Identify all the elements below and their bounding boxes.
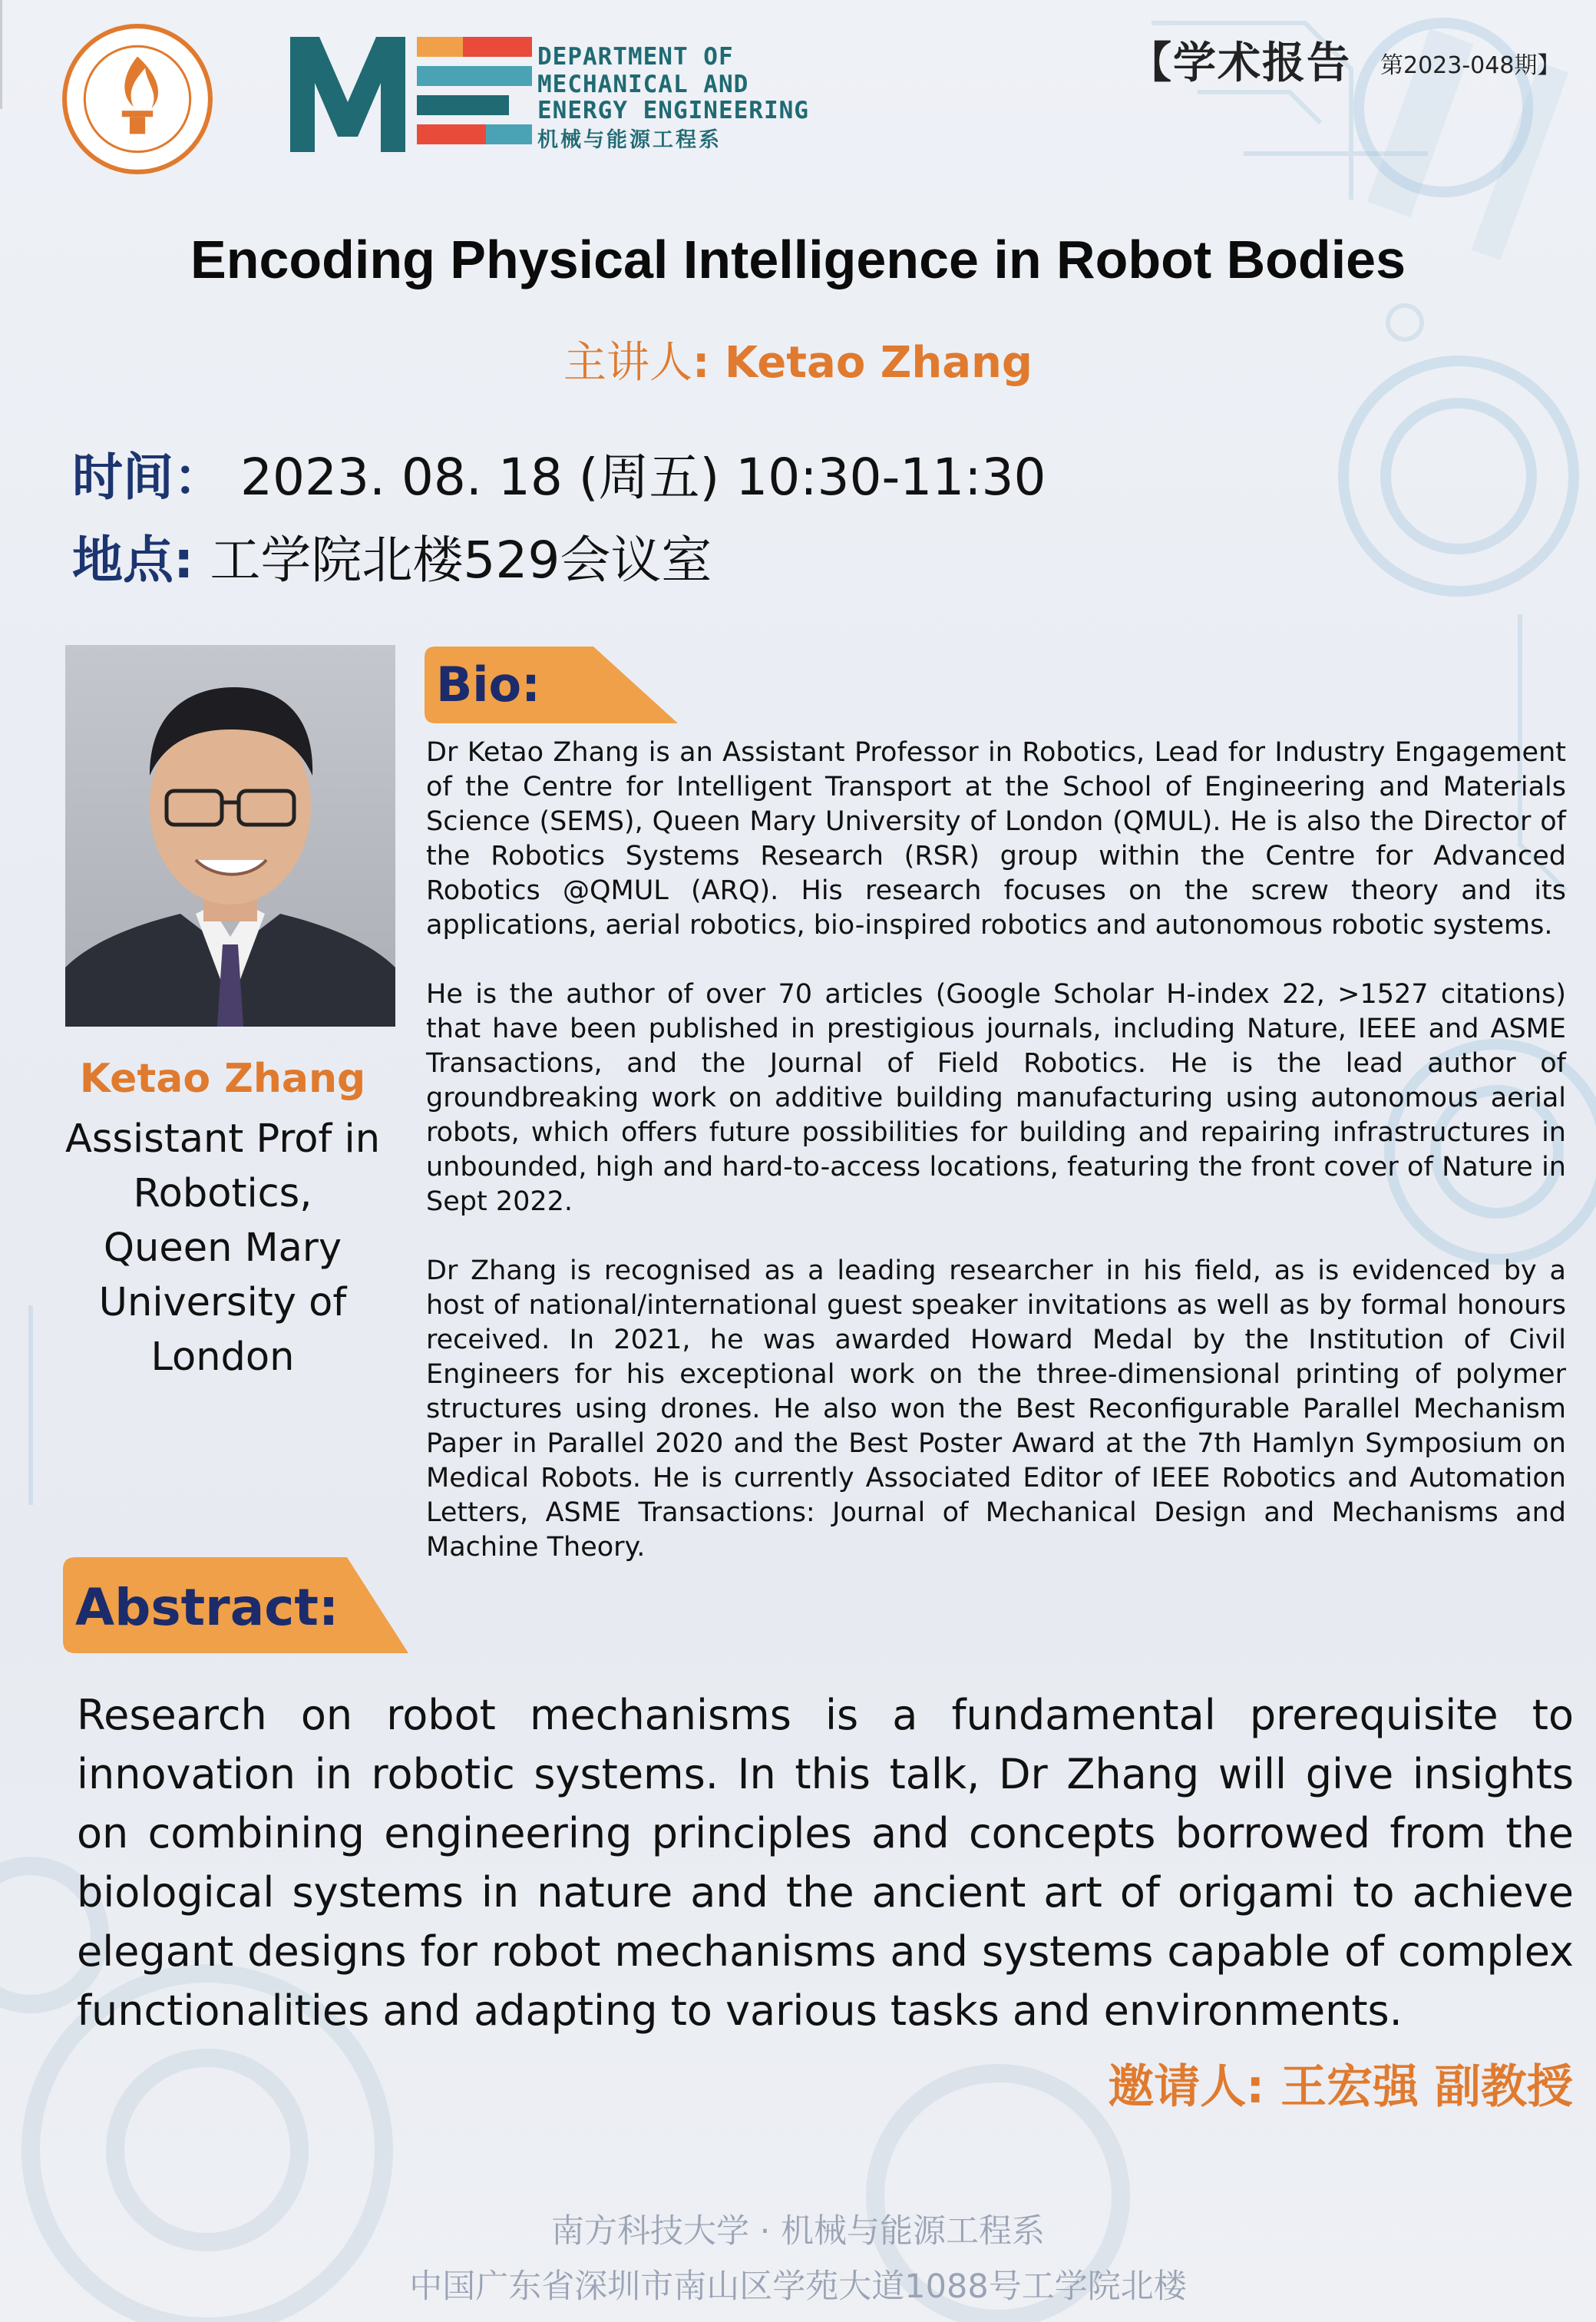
time-label: 时间： xyxy=(72,448,224,507)
department-name-en-line1: DEPARTMENT OF xyxy=(537,43,734,71)
speaker-name: : Ketao Zhang xyxy=(692,338,1033,388)
talk-title: Encoding Physical Intelligence in Robot Bodies xyxy=(190,230,1406,289)
bio-paragraph: Dr Zhang is recognised as a leading researcher in his field, as is evidenced by a host of national/international guest speaker invitations as well as by formal honours received. In 2021, he was awarded Howard Medal by the Institution of Civil Engineers for his exceptional work on the three-dimensional printing of polymer structures using drones. He also won the Best Reconfigurable Parallel Mechanism Paper in Parallel 2020 and the Best Poster Award at the 7th Hamlyn Symposium on Medical Robots. He is currently Associated Editor of IEEE Robotics and Automation Letters, ASME Transactions: Journal of Mechanical Design and Mechanisms and Machine Theory. xyxy=(426,1255,1566,1563)
speaker-label: 主讲人 xyxy=(563,338,692,388)
bio-heading: Bio: xyxy=(436,657,540,713)
speaker-card-name: Ketao Zhang xyxy=(79,1056,366,1102)
speaker-title-line: University of xyxy=(98,1280,347,1325)
footer-institution: 南方科技大学 · 机械与能源工程系 xyxy=(550,2212,1045,2251)
bio-paragraph: Dr Ketao Zhang is an Assistant Professor in Robotics, Lead for Industry Engagement of the Centre for Intelligent Transport at the School of Engineering and Materials Science (SEMS), Queen Mary University of London (QMUL). He is also the Director of the Robotics Systems Research (RSR) group within the Centre for Advanced Robotics @QMUL (ARQ). His research focuses on the screw theory and its applications, aerial robotics, bio-inspired robotics and autonomous robotic systems. xyxy=(426,737,1566,941)
issue-number: 第2023-048期】 xyxy=(1380,52,1561,79)
speaker-title-line: Robotics, xyxy=(133,1171,312,1216)
abstract-heading: Abstract: xyxy=(75,1578,339,1637)
report-type-tag: 【学术报告 xyxy=(1128,38,1351,88)
university-logo xyxy=(60,22,215,177)
department-logo xyxy=(290,29,536,160)
place-label: 地点: xyxy=(72,531,194,590)
time-value: 2023. 08. 18 (周五) 10:30-11:30 xyxy=(240,448,1046,507)
portrait-illustration xyxy=(65,645,395,1027)
department-name-cn: 机械与能源工程系 xyxy=(537,128,722,152)
abstract-body: Research on robot mechanisms is a fundamental prerequisite to innovation in robotic systems. In this talk, Dr Zhang will give insights on combining engineering principles and concepts borrowed from the biological systems in nature and the ancient art of origami to achieve elegant designs for robot mechanisms and systems capable of complex functionalities and adapting to various tasks and environments. xyxy=(77,1691,1574,2035)
speaker-title-line: London xyxy=(150,1335,295,1380)
speaker-line xyxy=(0,329,1596,390)
inviter-line: 邀请人: 王宏强 副教授 xyxy=(1108,2060,1573,2114)
time-line xyxy=(72,436,1046,509)
place-value: 工学院北楼529会议室 xyxy=(210,531,712,590)
speaker-title-line: Queen Mary xyxy=(103,1226,342,1271)
department-name-en-line2: MECHANICAL AND xyxy=(537,71,749,98)
bio-paragraph: He is the author of over 70 articles (Google Scholar H-index 22, >1527 citations) that have been published in prestigious journals, including Nature, IEEE and ASME Transactions, and the Journal of Field Robotics. He is the lead author of groundbreaking work on additive building manufacturing using autonomous aerial robots, which offers future possibilities for building and repairing infrastructures in unbounded, high and hard-to-access locations, featuring the front cover of Nature in Sept 2022. xyxy=(426,979,1566,1217)
footer-address: 中国广东省深圳市南山区学苑大道1088号工学院北楼 xyxy=(409,2267,1187,2306)
place-line xyxy=(72,519,712,592)
speaker-photo xyxy=(65,645,395,1027)
speaker-title-line: Assistant Prof in xyxy=(64,1116,381,1162)
department-name-en-line3: ENERGY ENGINEERING xyxy=(537,97,809,124)
bio-body xyxy=(426,736,1566,1599)
speaker-card-title xyxy=(46,1112,399,1384)
